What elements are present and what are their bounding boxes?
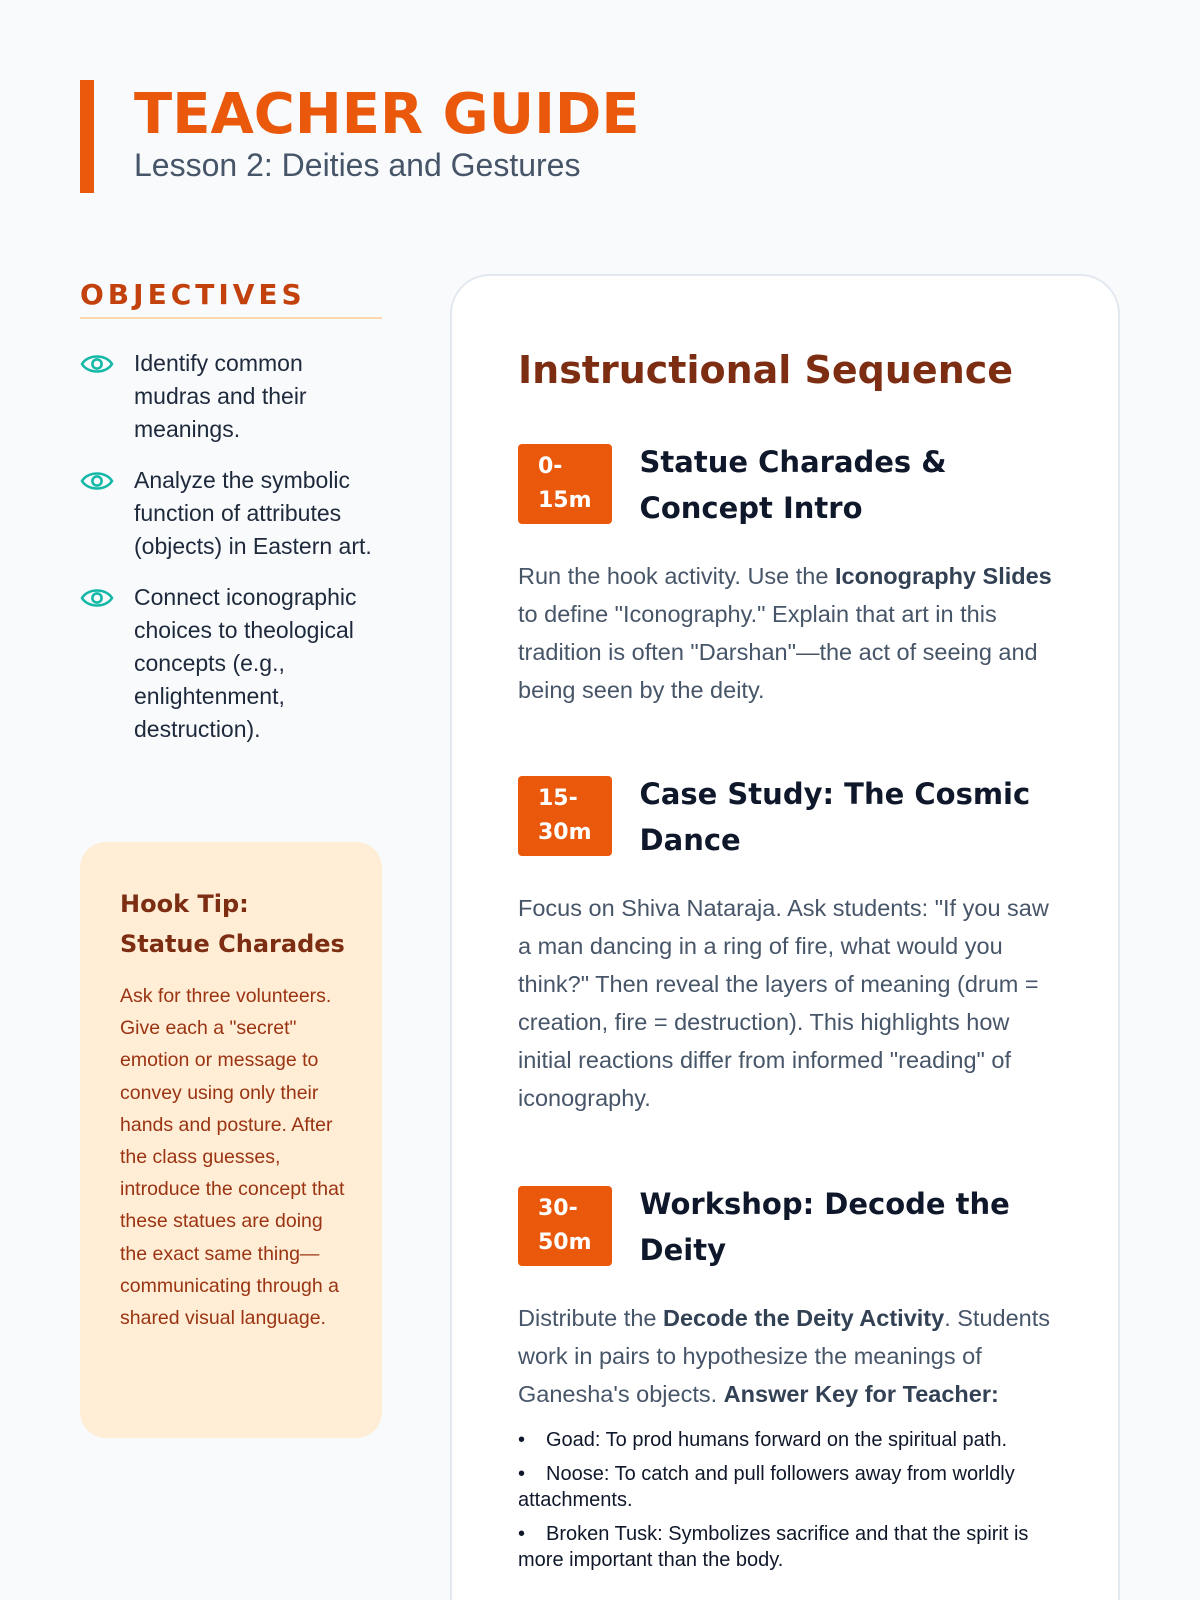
sequence-step	[518, 776, 1058, 1117]
step-text-bold: Answer Key for Teacher:	[723, 1381, 999, 1407]
answer-key-item: • Noose: To catch and pull followers away from worldly attachments.	[518, 1461, 1058, 1513]
time-badge-start: 30-	[538, 1196, 578, 1221]
instructional-sequence-card	[450, 274, 1120, 1600]
step-body	[518, 1299, 1058, 1413]
step-title: Case Study: The Cosmic Dance	[639, 777, 1031, 857]
hook-tip-body: Ask for three volunteers. Give each a "secret" emotion or message to convey using only their hands and posture. After the class guesses, introduce the concept that these statues are doing the exact same thing—communicating through a shared visual language.	[120, 985, 345, 1330]
sequence-step	[518, 444, 1058, 709]
time-badge-start: 0-	[538, 454, 563, 479]
eye-icon	[80, 468, 114, 494]
step-body: Focus on Shiva Nataraja. Ask students: "If you saw a man dancing in a ring of fire, what would you think?" Then reveal the layers of meaning (drum = creation, fire = destruction). This highlights how initial reactions differ from informed "reading" of iconography.	[518, 895, 1049, 1111]
step-text: to define "Iconography." Explain that art in this tradition is often "Darshan"—the act of seeing and being seen by the deity.	[518, 601, 1038, 703]
step-text: Distribute the	[518, 1305, 663, 1331]
time-badge	[518, 1186, 612, 1266]
page-header	[80, 80, 640, 193]
time-badge	[518, 444, 612, 524]
objective-item	[80, 347, 382, 446]
objective-item	[80, 464, 382, 563]
objective-item	[80, 581, 382, 746]
time-badge-end: 30m	[538, 820, 592, 845]
time-badge-start: 15-	[538, 786, 578, 811]
objectives-section	[80, 278, 382, 764]
answer-key-item: • Broken Tusk: Symbolizes sacrifice and that the spirit is more important than the body.	[518, 1521, 1058, 1573]
hook-tip-box	[80, 842, 382, 1438]
eye-icon	[80, 351, 114, 377]
step-text-bold: Decode the Deity Activity	[662, 1305, 945, 1331]
hook-tip-title: Hook Tip: Statue Charades	[120, 890, 345, 958]
time-badge-end: 15m	[538, 488, 592, 513]
answer-key-item: • Goad: To prod humans forward on the spiritual path.	[518, 1427, 1058, 1453]
sequence-title: Instructional Sequence	[518, 348, 1014, 392]
sequence-step	[518, 1186, 1058, 1581]
page-title: TEACHER GUIDE	[134, 82, 640, 147]
step-text: Run the hook activity. Use the	[518, 563, 835, 589]
step-body	[518, 557, 1058, 709]
objective-text: Connect iconographic choices to theological concepts (e.g., enlightenment, destruction).	[134, 584, 357, 742]
objectives-list	[80, 347, 382, 746]
step-title: Statue Charades & Concept Intro	[639, 445, 947, 525]
time-badge-end: 50m	[538, 1230, 592, 1255]
objective-text: Identify common mudras and their meanings.	[134, 350, 307, 442]
time-badge	[518, 776, 612, 856]
step-text-bold: Iconography Slides	[834, 563, 1052, 589]
step-title: Workshop: Decode the Deity	[639, 1187, 1010, 1267]
step-text: . Students work in pairs to hypothesize the meanings of Ganesha's objects.	[518, 1305, 1051, 1407]
answer-key-list	[518, 1427, 1058, 1573]
objective-text: Analyze the symbolic function of attributes (objects) in Eastern art.	[134, 467, 372, 559]
eye-icon	[80, 585, 114, 611]
objectives-heading: OBJECTIVES	[80, 278, 382, 319]
page-subtitle: Lesson 2: Deities and Gestures	[134, 147, 581, 183]
